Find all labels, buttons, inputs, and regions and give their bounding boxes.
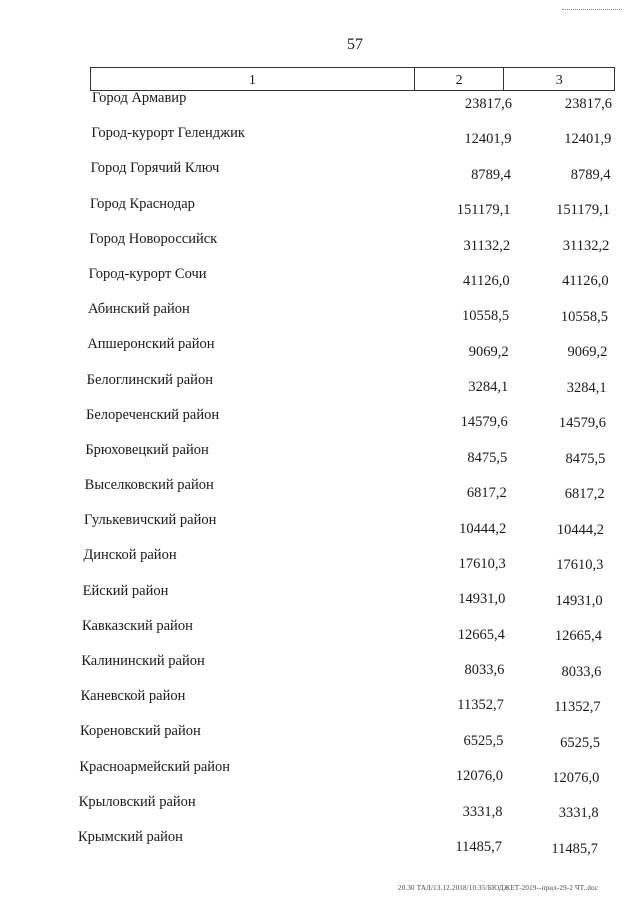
row-col2-value: 12665,4	[457, 626, 505, 643]
row-col3-value: 23817,6	[564, 96, 612, 112]
row-col2-value: 11485,7	[455, 838, 502, 855]
row-col3-value: 10444,2	[556, 521, 604, 538]
row-col2-value: 12076,0	[455, 768, 503, 785]
row-col2-value: 17610,3	[458, 555, 506, 572]
row-col3-value: 8033,6	[561, 663, 602, 680]
table-row	[0, 759, 640, 794]
row-col2-value: 151179,1	[456, 202, 511, 219]
table-row	[0, 301, 640, 336]
table-row	[0, 583, 640, 618]
row-name: Кавказский район	[82, 617, 193, 634]
table-row	[0, 794, 640, 829]
row-name: Брюховецкий район	[85, 441, 209, 458]
table-row	[0, 336, 640, 371]
table-row	[0, 547, 640, 582]
row-name: Выселковский район	[84, 477, 214, 494]
row-col3-value: 41126,0	[562, 273, 609, 290]
row-name: Город Армавир	[92, 90, 187, 106]
header-col-1: 1	[91, 68, 415, 90]
row-col3-value: 151179,1	[556, 202, 610, 219]
row-col3-value: 8475,5	[565, 450, 606, 467]
row-name: Город-курорт Геленджик	[91, 125, 245, 142]
row-name: Ейский район	[82, 582, 169, 599]
row-col2-value: 8789,4	[471, 166, 512, 183]
table-row	[0, 231, 640, 266]
row-col2-value: 6525,5	[463, 732, 504, 749]
row-name: Город Краснодар	[90, 195, 195, 212]
table-row	[0, 618, 640, 653]
row-col2-value: 14931,0	[458, 591, 506, 608]
row-col2-value: 8475,5	[467, 449, 508, 466]
row-col2-value: 10558,5	[462, 308, 510, 325]
table-row	[0, 196, 640, 231]
table-row	[0, 723, 640, 758]
table-row	[0, 653, 640, 688]
row-name: Красноармейский район	[79, 758, 231, 775]
table-row	[0, 688, 640, 723]
row-col3-value: 11485,7	[551, 840, 598, 857]
table-row	[0, 829, 640, 864]
row-col2-value: 9069,2	[468, 343, 509, 360]
row-col2-value: 41126,0	[463, 272, 510, 289]
row-name: Крыловский район	[78, 793, 196, 810]
row-name: Калининский район	[81, 653, 205, 669]
row-col3-value: 10558,5	[560, 308, 608, 325]
row-col3-value: 14579,6	[558, 415, 606, 432]
header-col-3: 3	[555, 73, 563, 88]
row-col3-value: 14931,0	[555, 592, 603, 609]
row-col3-value: 9069,2	[567, 344, 608, 361]
row-col2-value: 23817,6	[464, 96, 512, 112]
row-col3-value: 6817,2	[564, 486, 605, 503]
top-dotted-rule	[562, 9, 622, 10]
table-row	[0, 372, 640, 407]
table-row	[0, 125, 640, 160]
row-name: Крымский район	[78, 828, 183, 845]
row-col2-value: 12401,9	[464, 131, 512, 148]
table-row	[0, 407, 640, 442]
row-name: Апшеронский район	[87, 336, 215, 353]
row-name: Кореновский район	[80, 723, 201, 740]
row-col2-value: 14579,6	[460, 414, 508, 431]
row-name: Город Горячий Ключ	[90, 160, 220, 177]
table-row	[0, 266, 640, 301]
page-number: 57	[347, 36, 363, 53]
row-col2-value: 8033,6	[464, 662, 505, 679]
footer-document-code: 20.30 ТАЛ/13.12.2018/10.35/БЮДЖЕТ-2019--прил-29-2 ЧТ..doc	[398, 884, 599, 892]
row-name: Каневской район	[80, 688, 186, 705]
table-row	[0, 90, 640, 125]
row-col3-value: 12401,9	[564, 131, 612, 148]
row-col3-value: 3331,8	[558, 805, 599, 822]
table-row	[0, 442, 640, 477]
row-col3-value: 3284,1	[566, 379, 607, 396]
row-col2-value: 10444,2	[459, 520, 507, 537]
row-col3-value: 17610,3	[556, 557, 604, 574]
table-row	[0, 160, 640, 195]
row-name: Гулькевичский район	[84, 512, 217, 529]
table-body	[0, 90, 640, 864]
row-name: Город Новороссийск	[89, 230, 218, 247]
row-name: Город-курорт Сочи	[88, 265, 207, 282]
table-row	[0, 512, 640, 547]
row-col2-value: 3331,8	[462, 803, 503, 820]
row-name: Динской район	[83, 547, 177, 564]
row-col2-value: 31132,2	[463, 237, 511, 254]
table-row	[0, 477, 640, 512]
header-col-2: 2	[415, 68, 505, 90]
row-col2-value: 6817,2	[466, 485, 507, 502]
row-name: Белореченский район	[86, 406, 220, 423]
row-col3-value: 31132,2	[562, 237, 610, 254]
row-name: Абинский район	[88, 301, 190, 318]
row-col2-value: 11352,7	[457, 697, 504, 714]
table-header	[90, 67, 615, 91]
row-name: Белоглинский район	[86, 371, 213, 388]
row-col3-value: 12076,0	[552, 769, 600, 786]
row-col2-value: 3284,1	[468, 379, 509, 396]
row-col3-value: 11352,7	[554, 699, 601, 716]
row-col3-value: 12665,4	[554, 628, 602, 645]
row-col3-value: 6525,5	[560, 734, 600, 751]
row-col3-value: 8789,4	[570, 166, 611, 183]
